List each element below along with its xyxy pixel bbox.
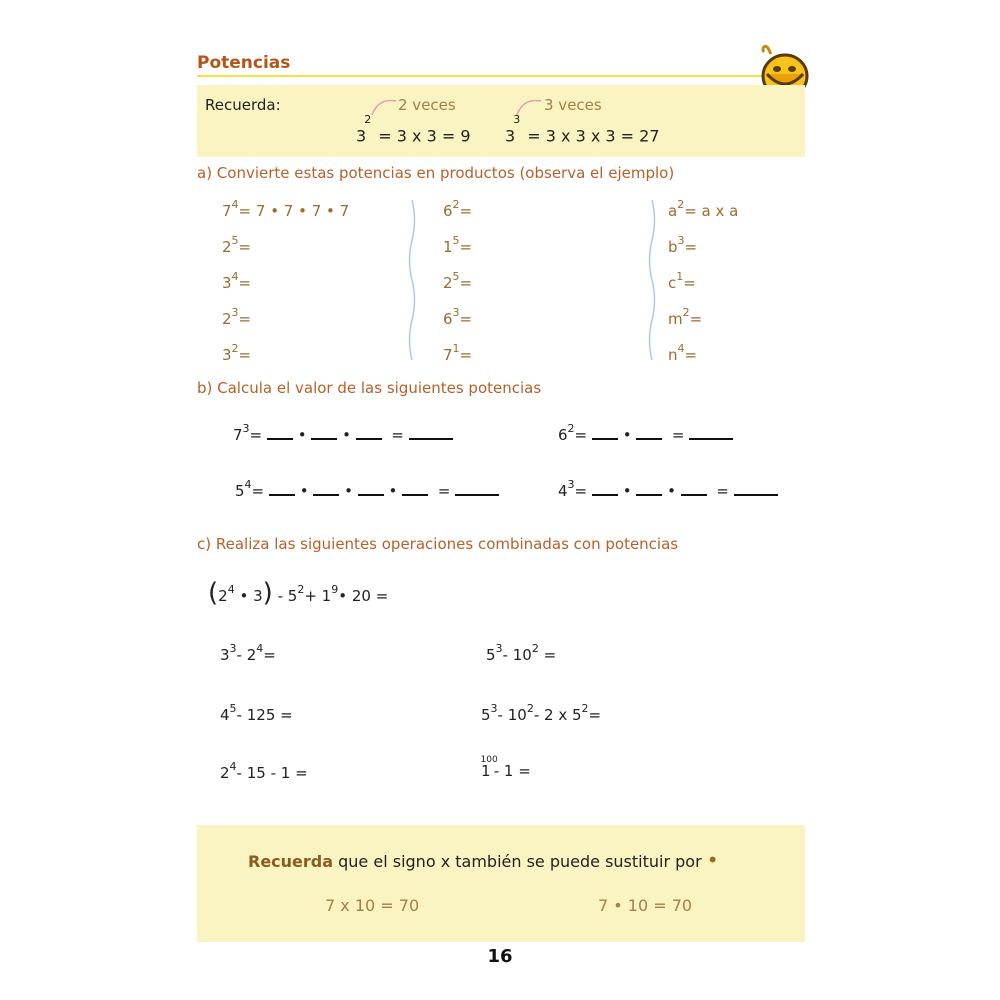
operation-2: $3^3-$ $2^4=$ bbox=[220, 642, 276, 664]
base: 3 bbox=[356, 126, 367, 146]
result-blank[interactable] bbox=[689, 424, 733, 440]
power-item: $3^2=$ bbox=[222, 342, 252, 364]
recuerda-annotation-1: 2 veces bbox=[398, 96, 456, 114]
result: = 3 x 3 = 9 bbox=[378, 126, 471, 146]
recuerda-annotation-2: 3 veces bbox=[544, 96, 602, 114]
column-divider bbox=[645, 200, 659, 360]
recuerda-label: Recuerda: bbox=[205, 96, 281, 114]
section-a-col1 bbox=[222, 200, 349, 380]
calc-item-2: $6^2=$ • = bbox=[558, 424, 733, 444]
answer-blank[interactable] bbox=[313, 480, 339, 496]
power-item: $2^5=$ bbox=[443, 270, 473, 292]
operation-4: $4^5-$ 125 = bbox=[220, 702, 293, 724]
answer-blank[interactable] bbox=[358, 480, 384, 496]
bottom-recuerda-box bbox=[197, 825, 805, 942]
power-item: $3^4=$ bbox=[222, 270, 252, 292]
bottom-example-1: 7 x 10 = 70 bbox=[325, 896, 420, 915]
result-blank[interactable] bbox=[409, 424, 453, 440]
power-item: $m^2=$ bbox=[668, 306, 703, 328]
recuerda-example-1 bbox=[356, 113, 471, 146]
answer-blank[interactable] bbox=[356, 424, 382, 440]
power-item: $2^3=$ bbox=[222, 306, 252, 328]
section-a-col3 bbox=[668, 200, 738, 380]
exponent: 2 bbox=[364, 113, 372, 126]
power-item: $n^4=$ bbox=[668, 342, 698, 364]
recuerda-example-2 bbox=[505, 113, 660, 146]
power-item: $6^2=$ bbox=[443, 198, 473, 220]
power-item: $c^1=$ bbox=[668, 270, 696, 292]
power-item: $6^3=$ bbox=[443, 306, 473, 328]
recuerda-bold: Recuerda bbox=[248, 852, 334, 871]
result-blank[interactable] bbox=[734, 480, 778, 496]
answer-blank[interactable] bbox=[402, 480, 428, 496]
answer-blank[interactable] bbox=[636, 480, 662, 496]
section-a-heading: a) Convierte estas potencias en productos (observa el ejemplo) bbox=[197, 164, 675, 182]
bottom-example-2: 7 • 10 = 70 bbox=[598, 896, 693, 915]
section-b-heading: b) Calcula el valor de las siguientes potencias bbox=[197, 379, 542, 397]
page-number: 16 bbox=[487, 946, 513, 967]
exponent: 3 bbox=[513, 113, 521, 126]
operation-5: $5^3-$ $10^2-$ 2 x $5^2=$ bbox=[481, 702, 602, 724]
operation-3: $5^3-$ $10^2$ = bbox=[486, 642, 557, 664]
bullet-symbol: • bbox=[706, 848, 719, 872]
recuerda-sentence: que el signo x también se puede sustituir por bbox=[333, 852, 702, 871]
answer-blank[interactable] bbox=[592, 424, 618, 440]
answer-blank[interactable] bbox=[269, 480, 295, 496]
base: 3 bbox=[505, 126, 516, 146]
power-item: $7^4= 7$ • 7 • 7 • 7 bbox=[222, 198, 350, 220]
power-item: $7^1=$ bbox=[443, 342, 473, 364]
answer-blank[interactable] bbox=[311, 424, 337, 440]
answer-blank[interactable] bbox=[681, 480, 707, 496]
title-underline bbox=[197, 75, 767, 77]
answer-blank[interactable] bbox=[636, 424, 662, 440]
bottom-recuerda-text bbox=[248, 848, 719, 872]
power-item: $a^2= a$ x a bbox=[668, 198, 739, 220]
calc-item-4: $4^3=$ • • = bbox=[558, 480, 778, 500]
result: = 3 x 3 x 3 = 27 bbox=[527, 126, 660, 146]
recuerda-box bbox=[197, 85, 805, 157]
answer-blank[interactable] bbox=[592, 480, 618, 496]
power-item: $1^5=$ bbox=[443, 234, 473, 256]
calc-item-3: $5^4=$ • • • = bbox=[235, 480, 499, 500]
section-c-heading: c) Realiza las siguientes operaciones combinadas con potencias bbox=[197, 535, 679, 553]
calc-item-1: $7^3=$ • • = bbox=[233, 424, 453, 444]
section-a-col2 bbox=[443, 200, 472, 380]
power-item: $2^5=$ bbox=[222, 234, 252, 256]
page-title: Potencias bbox=[197, 53, 291, 73]
arc-icon bbox=[370, 95, 400, 117]
operation-7: $1^{100}-$ 1 = bbox=[480, 755, 531, 780]
column-divider bbox=[405, 200, 419, 360]
operation-6: $2^4-$ 15 - 1 = bbox=[220, 760, 308, 782]
answer-blank[interactable] bbox=[267, 424, 293, 440]
result-blank[interactable] bbox=[455, 480, 499, 496]
operation-1: ($2^4$ • $3) - 5^2+$ $1^9•$ 20 = bbox=[208, 578, 389, 608]
power-item: $b^3=$ bbox=[668, 234, 698, 256]
